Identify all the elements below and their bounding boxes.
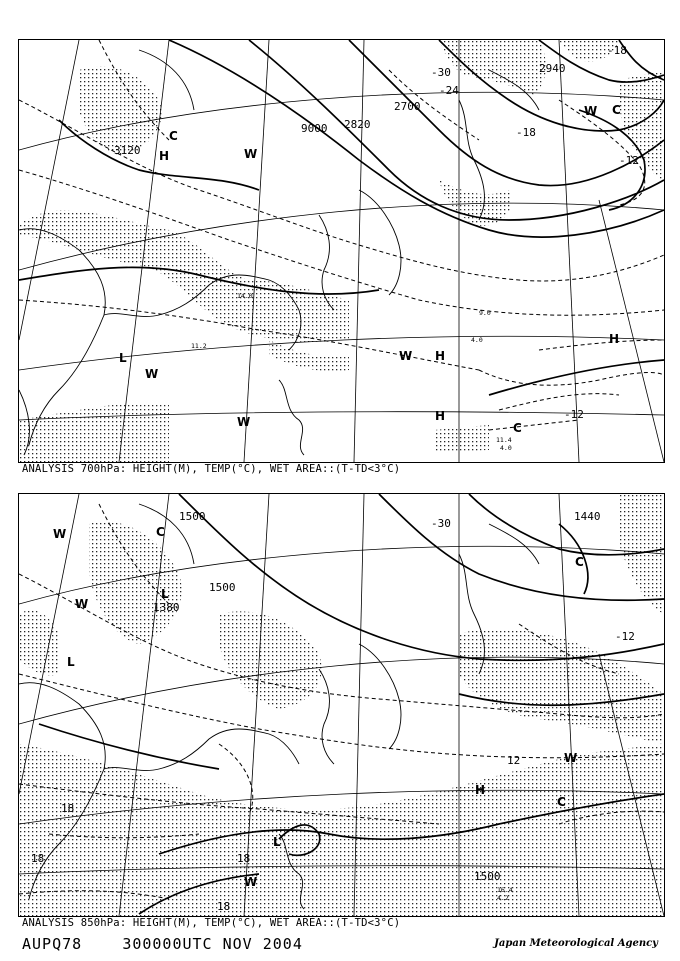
height-label: 1500: [179, 510, 206, 523]
temp-label: -18: [607, 44, 627, 57]
cold-center: C: [156, 525, 165, 539]
warm-center: W: [237, 415, 251, 429]
warm-center: W: [584, 104, 598, 118]
station-value: 4.0: [471, 336, 483, 344]
warm-center: W: [53, 527, 67, 541]
wet-area-shading: [19, 40, 664, 462]
station-value: 9.0: [479, 309, 491, 317]
map-panel-700hpa: [18, 39, 665, 463]
temp-label: 18: [217, 900, 231, 913]
high-center: H: [609, 332, 620, 346]
station-value: 11.4: [496, 436, 512, 444]
warm-center: W: [564, 751, 578, 765]
high-center: H: [475, 783, 486, 797]
map-panel-850hpa: [18, 493, 665, 917]
product-code: AUPQ78: [22, 935, 83, 953]
temp-label: 18: [31, 852, 45, 865]
station-value: 14.0: [237, 292, 253, 300]
cold-center: C: [612, 103, 621, 117]
temp-label: -18: [516, 126, 536, 139]
temp-label: -30: [431, 66, 451, 79]
warm-center: W: [75, 597, 89, 611]
height-label: 1500: [474, 870, 501, 883]
map-700hpa-svg: [19, 40, 664, 462]
station-value: 16.4: [497, 886, 513, 894]
temp-label: 18: [237, 852, 251, 865]
temp-label: 18: [61, 802, 75, 815]
cold-center: C: [575, 555, 584, 569]
temp-label: -24: [439, 84, 459, 97]
temp-label: -12: [619, 154, 639, 167]
temp-label: 12: [507, 754, 521, 767]
low-center: L: [273, 835, 281, 849]
high-center: H: [435, 349, 446, 363]
low-center: L: [67, 655, 75, 669]
station-value: 11.2: [191, 342, 207, 350]
temp-label: -12: [564, 408, 584, 421]
low-center: L: [119, 351, 127, 365]
agency-credit: Japan Meteorological Agency: [494, 938, 658, 949]
high-center: H: [159, 149, 170, 163]
warm-center: W: [244, 147, 258, 161]
station-value: 4.0: [500, 444, 512, 452]
warm-center: W: [145, 367, 159, 381]
map-850hpa-svg: [19, 494, 664, 916]
high-center: H: [435, 409, 446, 423]
height-label: 1500: [209, 581, 236, 594]
height-label: 3120: [114, 144, 141, 157]
height-label: 2700: [394, 100, 421, 113]
panel-caption-850hpa: ANALYSIS 850hPa: HEIGHT(M), TEMP(°C), WET AREA::(T-TD<3°C): [22, 917, 401, 929]
cold-center: C: [513, 421, 522, 435]
station-value: 4.2: [497, 894, 509, 902]
cold-center: C: [557, 795, 566, 809]
height-label: 2940: [539, 62, 566, 75]
temp-label: -12: [615, 630, 635, 643]
cold-center: C: [169, 129, 178, 143]
product-header: [22, 935, 303, 953]
warm-center: W: [399, 349, 413, 363]
temp-label: -30: [431, 517, 451, 530]
warm-center: W: [244, 875, 258, 889]
panel-caption-700hpa: ANALYSIS 700hPa: HEIGHT(M), TEMP(°C), WET AREA::(T-TD<3°C): [22, 463, 401, 475]
height-label: 2820: [344, 118, 371, 131]
height-label: 9000: [301, 122, 328, 135]
height-label: 1440: [574, 510, 601, 523]
low-center: L: [161, 587, 169, 601]
valid-time: 300000UTC NOV 2004: [122, 935, 303, 953]
height-label: 1380: [153, 601, 180, 614]
temp-labels: [431, 44, 639, 421]
